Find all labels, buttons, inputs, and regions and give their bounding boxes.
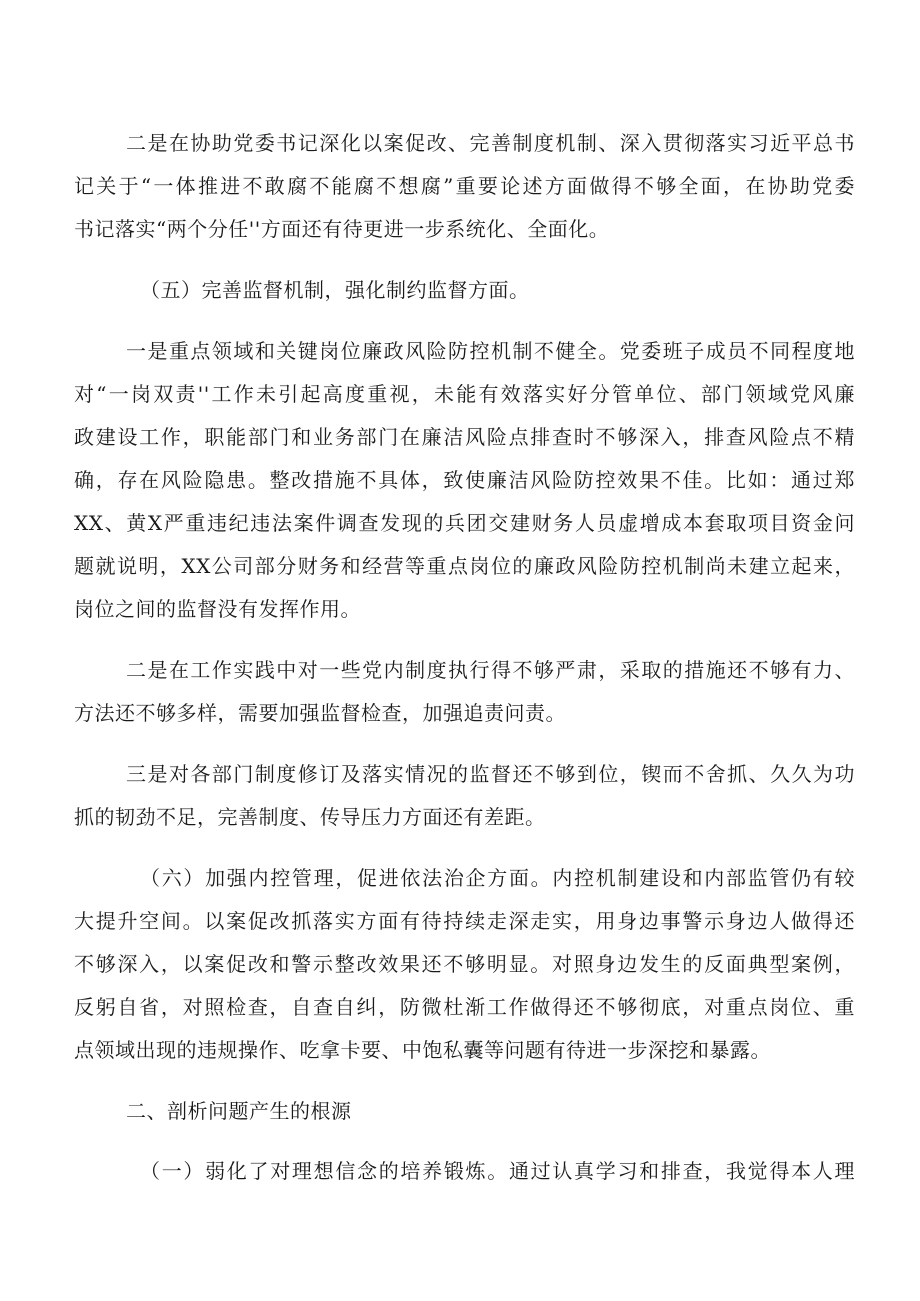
text-line: 方法还不够多样，需要加强监督检查，加强追责问责。 xyxy=(74,701,566,725)
text-line: 对“一岗双责''工作未引起高度重视，未能有效落实好分管单位、部门领域党风廉 xyxy=(74,382,855,406)
section-heading: 二、剖析问题产生的根源 xyxy=(126,1099,352,1123)
text-line: 二是在工作实践中对一些党内制度执行得不够严肃，采取的措施还不够有力、 xyxy=(126,658,855,682)
section-heading: （五）完善监督机制，强化制约监督方面。 xyxy=(140,278,530,302)
text-line: 点领域出现的违规操作、吃拿卡要、中饱私囊等问题有待进一步深挖和暴露。 xyxy=(74,1038,771,1062)
text-line: 一是重点领域和关键岗位廉政风险防控机制不健全。党委班子成员不同程度地 xyxy=(126,339,855,363)
text-line: 不够深入，以案促改和警示整改效果还不够明显。对照身边发生的反面典型案例， xyxy=(74,952,855,976)
text-line: 三是对各部门制度修订及落实情况的监督还不够到位，锲而不舍抓、久久为功 xyxy=(126,762,855,786)
text-line: 二是在协助党委书记深化以案促改、完善制度机制、深入贯彻落实习近平总书 xyxy=(126,131,855,155)
text-line: 抓的韧劲不足，完善制度、传导压力方面还有差距。 xyxy=(74,805,546,829)
text-line: 题就说明，XX公司部分财务和经营等重点岗位的廉政风险防控机制尚未建立起来， xyxy=(74,554,855,578)
text-line: 确，存在风险隐患。整改措施不具体，致使廉洁风险防控效果不佳。比如：通过郑 xyxy=(74,468,855,492)
text-line: （一）弱化了对理想信念的培养锻炼。通过认真学习和排查，我觉得本人理 xyxy=(140,1159,855,1183)
text-line: 书记落实“两个分任''方面还有待更进一步系统化、全面化。 xyxy=(74,217,610,241)
text-line: 反躬自省，对照检查，自查自纠，防微杜渐工作做得还不够彻底，对重点岗位、重 xyxy=(74,995,855,1019)
text-line: XX、黄X严重违纪违法案件调查发现的兵团交建财务人员虚增成本套取项目资金问 xyxy=(74,511,855,535)
text-line: （六）加强内控管理，促进依法治企方面。内控机制建设和内部监管仍有较 xyxy=(140,866,855,890)
text-line: 记关于“一体推进不敢腐不能腐不想腐”重要论述方面做得不够全面，在协助党委 xyxy=(74,174,855,198)
text-line: 政建设工作，职能部门和业务部门在廉洁风险点排查时不够深入，排查风险点不精 xyxy=(74,425,855,449)
text-line: 大提升空间。以案促改抓落实方面有待持续走深走实，用身边事警示身边人做得还 xyxy=(74,909,855,933)
text-line: 岗位之间的监督没有发挥作用。 xyxy=(74,597,361,621)
